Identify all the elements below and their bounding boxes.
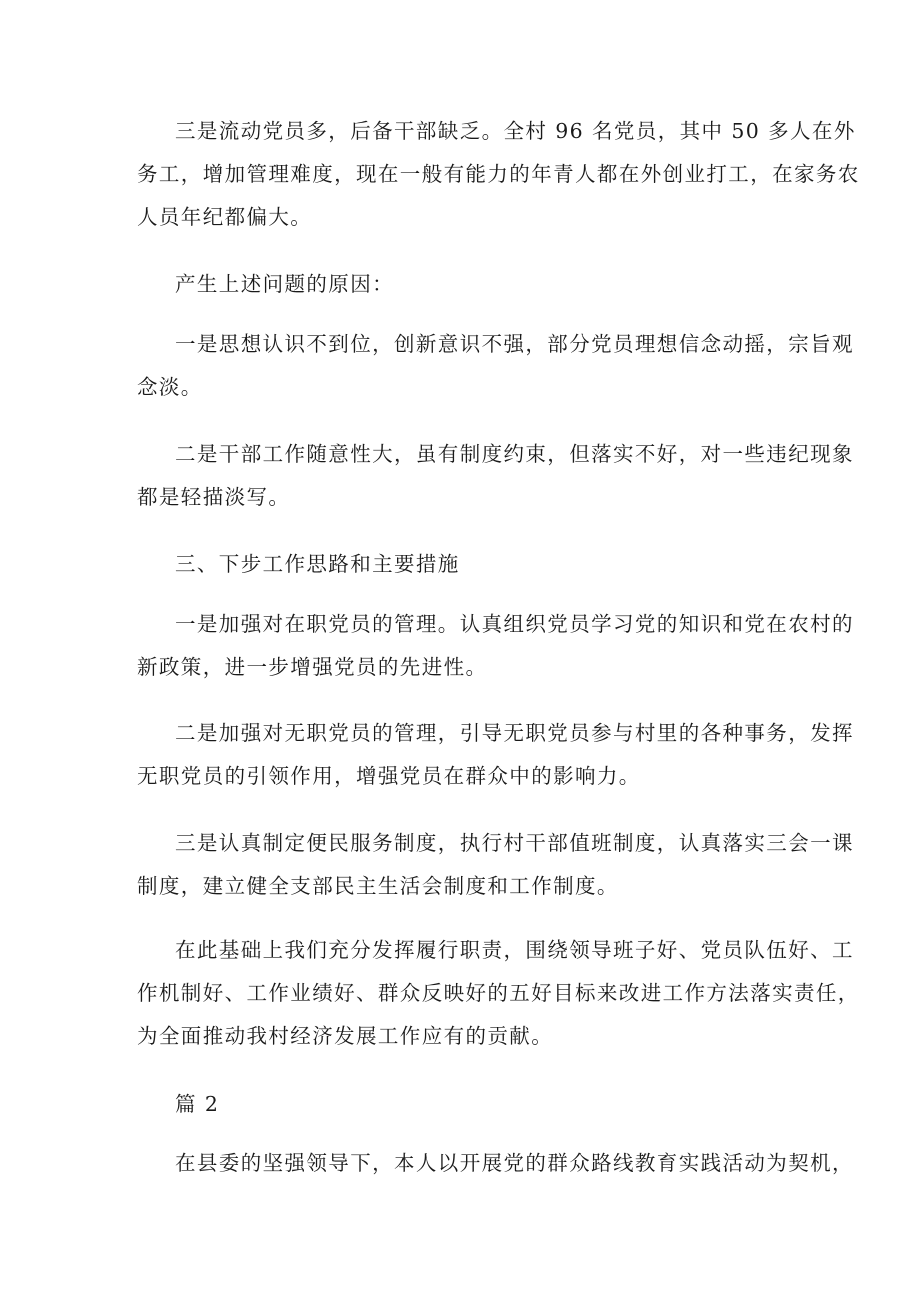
section-heading-next-steps bbox=[137, 543, 797, 586]
paragraph-measure-one bbox=[137, 603, 854, 689]
text-line: 念淡。 bbox=[137, 375, 203, 399]
text-line: 在此基础上我们充分发挥履行职责，围绕领导班子好、党员队伍好、工 bbox=[175, 938, 854, 962]
text-line: 三、下步工作思路和主要措施 bbox=[175, 552, 460, 576]
paragraph-measure-two bbox=[137, 712, 854, 798]
text-line: 无职党员的引领作用，增强党员在群众中的影响力。 bbox=[137, 764, 641, 788]
paragraph-cause-two bbox=[137, 433, 854, 519]
text-line: 人员年纪都偏大。 bbox=[137, 205, 313, 229]
text-line: 新政策，进一步增强党员的先进性。 bbox=[137, 655, 488, 679]
text-line: 一是思想认识不到位，创新意识不强，部分党员理想信念动摇，宗旨观 bbox=[175, 332, 854, 356]
paragraph-cause-one bbox=[137, 323, 854, 409]
paragraph-county-leadership bbox=[137, 1142, 854, 1185]
text-line: 产生上述问题的原因： bbox=[175, 272, 394, 296]
text-line: 作机制好、工作业绩好、群众反映好的五好目标来改进工作方法落实责任， bbox=[137, 981, 860, 1005]
text-line: 制度，建立健全支部民主生活会制度和工作制度。 bbox=[137, 874, 619, 898]
text-line: 三是流动党员多，后备干部缺乏。全村 96 名党员，其中 50 多人在外 bbox=[175, 119, 856, 143]
text-line: 篇 2 bbox=[175, 1092, 220, 1116]
text-line: 三是认真制定便民服务制度，执行村干部值班制度，认真落实三会一课 bbox=[175, 831, 854, 855]
text-line: 在县委的坚强领导下，本人以开展党的群众路线教育实践活动为契机， bbox=[175, 1151, 854, 1175]
text-line: 务工，增加管理难度，现在一般有能力的年青人都在外创业打工，在家务农 bbox=[137, 162, 860, 186]
text-line: 二是干部工作随意性大，虽有制度约束，但落实不好，对一些违纪现象 bbox=[175, 442, 854, 466]
text-line: 为全面推动我村经济发展工作应有的贡献。 bbox=[137, 1024, 554, 1048]
paragraph-five-goods bbox=[137, 929, 860, 1058]
paragraph-causes-heading bbox=[137, 263, 797, 306]
paragraph-mobile-party-members bbox=[137, 110, 860, 239]
text-line: 二是加强对无职党员的管理，引导无职党员参与村里的各种事务，发挥 bbox=[175, 721, 854, 745]
paragraph-measure-three bbox=[137, 822, 854, 908]
text-line: 一是加强对在职党员的管理。认真组织党员学习党的知识和党在农村的 bbox=[175, 612, 854, 636]
section-heading-part-two bbox=[137, 1083, 797, 1126]
text-line: 都是轻描淡写。 bbox=[137, 485, 291, 509]
